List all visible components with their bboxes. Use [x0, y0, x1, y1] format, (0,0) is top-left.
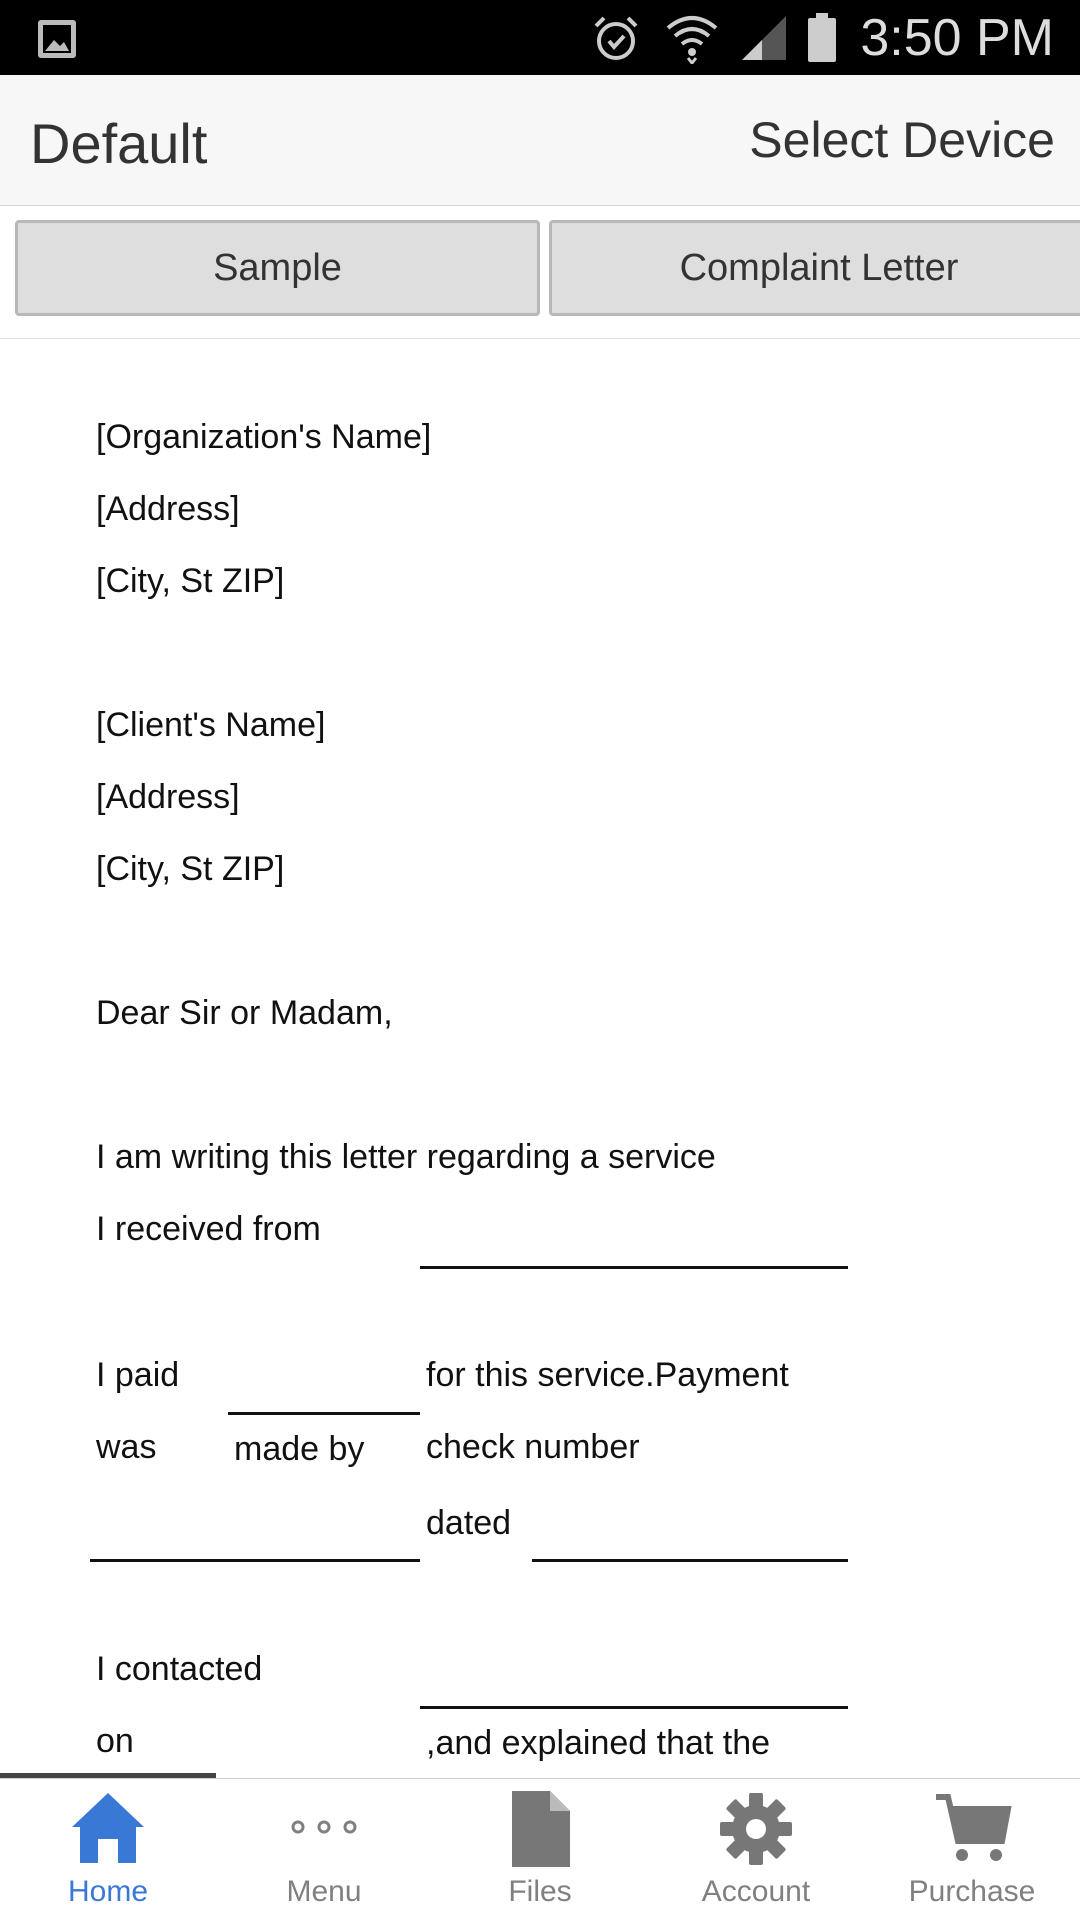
amount-field[interactable]: [228, 1412, 420, 1415]
paragraph-line: was: [96, 1428, 157, 1466]
paragraph-line: I contacted: [96, 1650, 263, 1688]
nav-purchase[interactable]: [864, 1779, 1080, 1921]
alarm-icon: [592, 14, 640, 62]
letter-document: [0, 338, 1080, 1778]
wifi-icon: [664, 12, 720, 64]
gear-icon: [716, 1789, 796, 1869]
service-provider-field[interactable]: [420, 1266, 848, 1269]
paragraph-line: I am writing this letter regarding a service: [96, 1138, 716, 1176]
salutation: Dear Sir or Madam,: [96, 994, 393, 1032]
nav-files[interactable]: [432, 1779, 648, 1921]
paragraph-line: made by: [234, 1430, 365, 1468]
bottom-nav: [0, 1778, 1080, 1921]
signal-icon: [740, 14, 788, 62]
nav-account-label: Account: [701, 1875, 811, 1908]
nav-account[interactable]: [648, 1779, 864, 1921]
paragraph-line: on: [96, 1722, 134, 1760]
nav-home[interactable]: [0, 1779, 216, 1921]
tab-sample[interactable]: Sample: [15, 220, 540, 316]
client-address: [Address]: [96, 778, 240, 816]
tab-bar: [0, 206, 1080, 339]
paragraph-line: I received from: [96, 1210, 321, 1248]
cart-icon: [932, 1789, 1012, 1869]
home-icon: [68, 1789, 148, 1869]
paragraph-line: ,and explained that the: [426, 1724, 771, 1762]
app-header: [0, 75, 1080, 206]
check-number-field[interactable]: [90, 1559, 420, 1562]
page-title: Default: [30, 112, 208, 175]
nav-home-label: Home: [67, 1875, 149, 1908]
client-city: [City, St ZIP]: [96, 850, 285, 888]
status-bar: [0, 0, 1080, 75]
battery-icon: [806, 12, 838, 64]
more-dots-icon: [284, 1789, 364, 1869]
nav-menu[interactable]: [216, 1779, 432, 1921]
clock: 3:50 PM: [860, 9, 1054, 67]
select-device-button[interactable]: Select Device: [749, 112, 1055, 168]
paragraph-line: I paid: [96, 1356, 180, 1394]
client-name: [Client's Name]: [96, 706, 326, 744]
tab-complaint-letter[interactable]: Complaint Letter: [549, 220, 1080, 316]
file-icon: [500, 1789, 580, 1869]
paragraph-line: check number: [426, 1428, 640, 1466]
nav-menu-label: Menu: [286, 1875, 362, 1908]
paragraph-line: dated: [426, 1504, 512, 1542]
org-city: [City, St ZIP]: [96, 562, 285, 600]
org-address: [Address]: [96, 490, 240, 528]
org-name: [Organization's Name]: [96, 418, 432, 456]
gallery-icon: [36, 18, 78, 60]
paragraph-line: for this service.Payment: [426, 1356, 789, 1394]
contact-name-field[interactable]: [420, 1706, 848, 1709]
date-field[interactable]: [532, 1559, 848, 1562]
nav-files-label: Files: [508, 1875, 572, 1908]
nav-purchase-label: Purchase: [908, 1875, 1036, 1908]
